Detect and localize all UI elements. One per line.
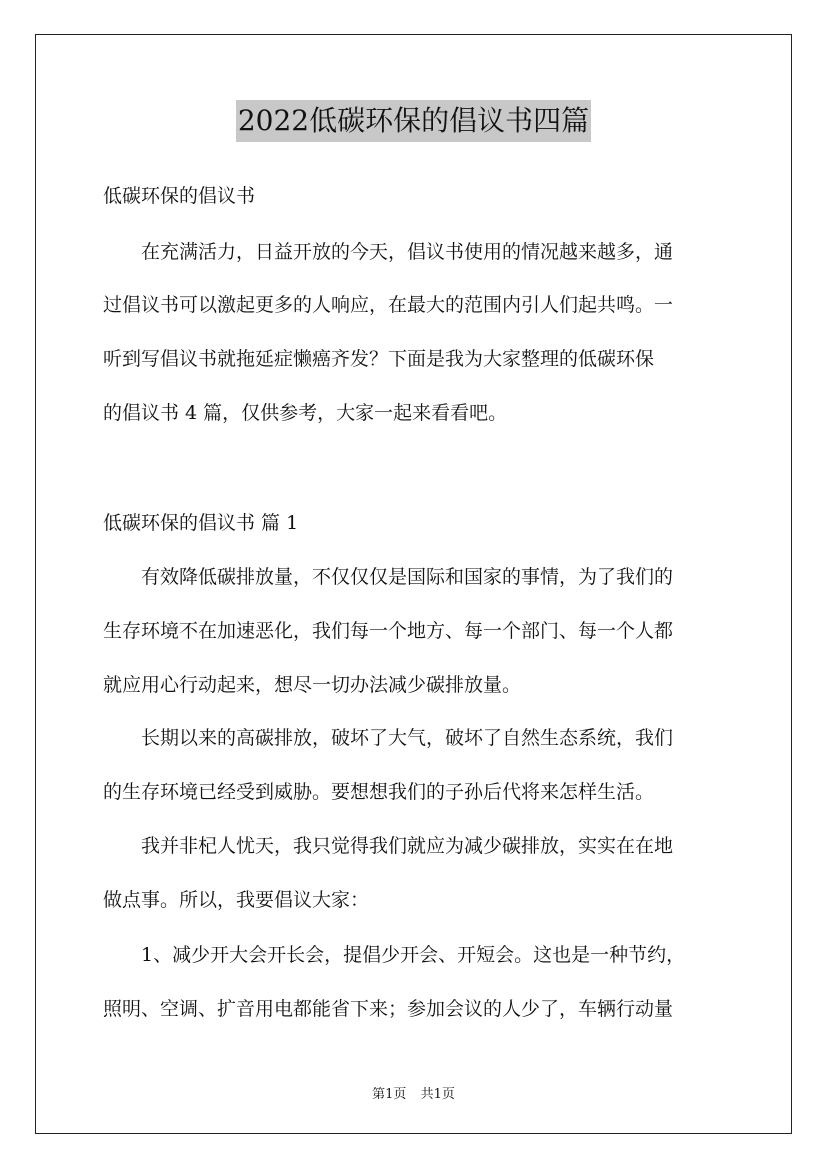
body-line-6: 我并非杞人忧天，我只觉得我们就应为减少碳排放，实实在在地 bbox=[103, 835, 674, 857]
title-container bbox=[0, 100, 827, 142]
document-title: 2022低碳环保的倡议书四篇 bbox=[236, 100, 591, 142]
body-line-5: 的生存环境已经受到威胁。要想想我们的子孙后代将来怎样生活。 bbox=[103, 781, 655, 803]
body-line-1: 有效降低碳排放量，不仅仅仅是国际和国家的事情，为了我们的 bbox=[103, 566, 674, 588]
page-footer bbox=[0, 1083, 827, 1102]
intro-line-2: 过倡议书可以激起更多的人响应，在最大的范围内引人们起共鸣。一 bbox=[103, 294, 674, 316]
intro-line-3: 听到写倡议书就拖延症懒癌齐发？下面是我为大家整理的低碳环保 bbox=[103, 348, 655, 370]
body-line-4: 长期以来的高碳排放，破坏了大气，破坏了自然生态系统，我们 bbox=[103, 727, 674, 749]
body-line-7: 做点事。所以，我要倡议大家： bbox=[103, 889, 370, 911]
body-line-8: 1、减少开大会开长会，提倡少开会、开短会。这也是一种节约， bbox=[103, 944, 686, 966]
section-heading-part1: 低碳环保的倡议书 篇 1 bbox=[103, 512, 299, 534]
body-line-9: 照明、空调、扩音用电都能省下来；参加会议的人少了，车辆行动量 bbox=[103, 998, 674, 1020]
body-line-2: 生存环境不在加速恶化，我们每一个地方、每一个部门、每一个人都 bbox=[103, 620, 674, 642]
page-current: 第1页 bbox=[372, 1087, 407, 1102]
intro-line-1: 在充满活力，日益开放的今天，倡议书使用的情况越来越多，通 bbox=[103, 241, 674, 263]
body-line-3: 就应用心行动起来，想尽一切办法减少碳排放量。 bbox=[103, 674, 522, 696]
page-total: 共1页 bbox=[420, 1087, 455, 1102]
section-heading-intro: 低碳环保的倡议书 bbox=[103, 185, 256, 207]
intro-line-4: 的倡议书 4 篇，仅供参考，大家一起来看看吧。 bbox=[103, 402, 508, 424]
